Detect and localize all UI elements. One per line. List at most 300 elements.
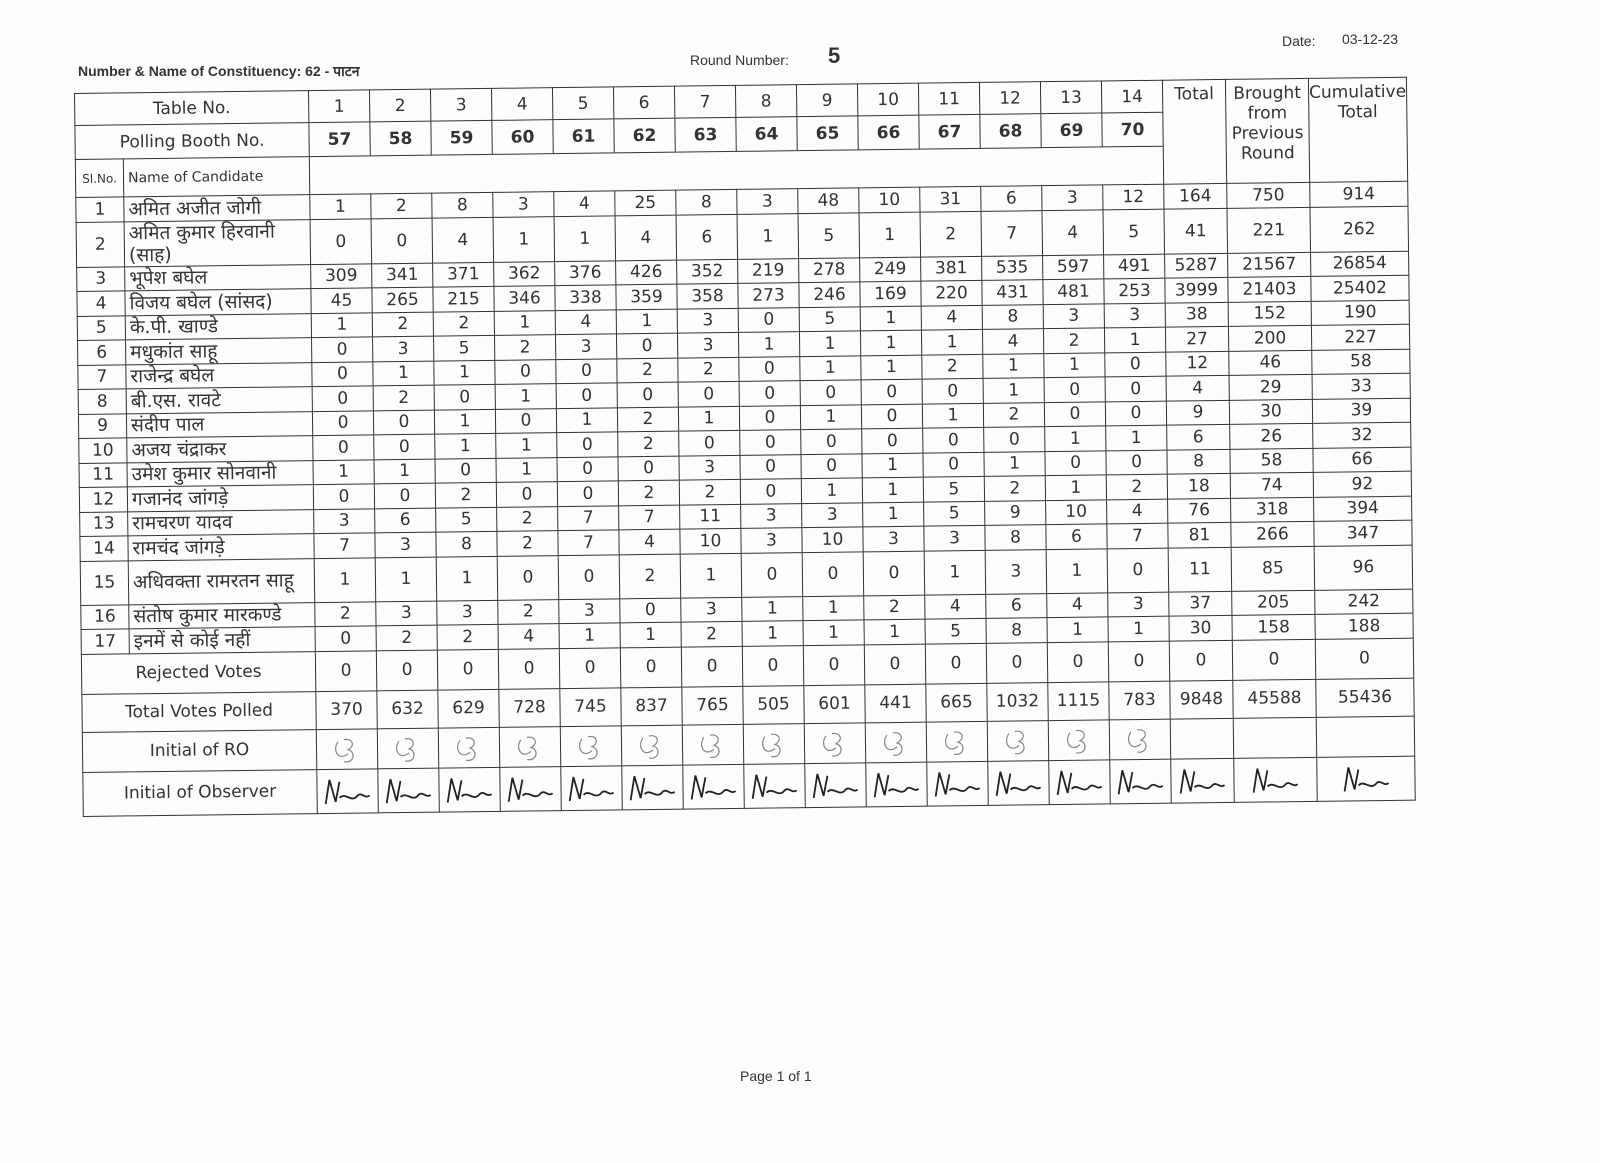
vote-cell: 0 [1044, 377, 1105, 402]
table-no-cell: 1 [308, 90, 369, 123]
ro-signature [499, 726, 560, 767]
candidate-total: 9 [1166, 400, 1229, 425]
candidate-total: 27 [1165, 326, 1228, 351]
vote-cell: 0 [861, 404, 922, 429]
observer-signature [1317, 756, 1416, 801]
vote-cell: 0 [739, 405, 800, 430]
candidate-slno: 2 [76, 221, 125, 267]
ro-signature [377, 728, 438, 769]
total-polled-cell: 441 [865, 684, 926, 723]
booth-no-cell: 57 [309, 122, 370, 157]
cumulative-header: Cumulative Total [1308, 77, 1407, 182]
booth-no-cell: 64 [736, 117, 797, 152]
vote-cell: 1 [310, 194, 371, 219]
vote-cell: 1 [984, 451, 1045, 476]
vote-cell: 341 [372, 263, 433, 288]
vote-cell: 0 [557, 481, 618, 506]
candidate-cumulative: 242 [1315, 589, 1413, 615]
vote-cell: 0 [435, 458, 496, 483]
observer-signature [622, 765, 684, 810]
vote-cell: 0 [312, 410, 373, 435]
total-polled-cell: 665 [926, 683, 987, 722]
vote-cell: 0 [863, 551, 925, 596]
vote-cell: 3 [741, 528, 802, 553]
vote-cell: 2 [983, 402, 1044, 427]
vote-cell: 278 [799, 257, 860, 282]
vote-cell: 8 [982, 304, 1043, 329]
vote-cell: 2 [679, 479, 740, 504]
booth-no-cell: 60 [492, 120, 553, 155]
vote-cell: 1 [554, 215, 616, 261]
vote-cell: 1 [434, 360, 495, 385]
vote-cell: 3 [1042, 185, 1103, 210]
vote-cell: 1 [800, 404, 861, 429]
candidate-slno: 13 [80, 511, 128, 536]
vote-cell: 4 [1047, 592, 1108, 617]
vote-cell: 1 [311, 312, 372, 337]
vote-cell: 0 [616, 333, 677, 358]
vote-cell: 1 [803, 595, 864, 620]
candidate-slno: 7 [78, 364, 126, 389]
booth-no-cell: 70 [1102, 112, 1163, 147]
initial-ro-label: Initial of RO [82, 729, 316, 772]
vote-cell: 45 [311, 288, 372, 313]
vote-cell: 0 [740, 430, 801, 455]
vote-cell: 0 [557, 432, 618, 457]
vote-cell: 10 [680, 528, 741, 553]
vote-cell: 6 [375, 508, 436, 533]
candidate-total: 18 [1167, 473, 1230, 498]
booth-no-cell: 63 [675, 117, 736, 152]
vote-cell: 3 [802, 502, 863, 527]
vote-cell: 2 [372, 312, 433, 337]
vote-cell: 1 [1106, 425, 1167, 450]
vote-cell: 1 [1044, 352, 1105, 377]
candidate-slno: 10 [79, 438, 127, 463]
vote-cell: 1 [864, 619, 925, 644]
vote-cell: 352 [677, 259, 738, 284]
table-no-cell: 11 [918, 82, 979, 115]
vote-cell: 3 [679, 455, 740, 480]
vote-cell: 273 [738, 283, 799, 308]
table-no-cell: 6 [613, 86, 674, 119]
vote-cell: 2 [681, 621, 742, 646]
results-table [74, 77, 1416, 817]
candidate-name: संदीप पाल [126, 411, 312, 438]
candidate-name: मधुकांत साहू [126, 338, 312, 365]
vote-cell: 8 [436, 531, 497, 556]
vote-cell: 0 [802, 551, 864, 596]
candidate-slno: 12 [79, 487, 127, 512]
candidate-brought: 750 [1227, 182, 1310, 208]
table-no-cell: 13 [1040, 81, 1101, 114]
candidate-slno: 4 [77, 291, 125, 316]
vote-cell: 1 [1047, 617, 1108, 642]
ro-signature [560, 725, 621, 766]
vote-cell: 4 [619, 529, 680, 554]
vote-cell: 6 [1046, 524, 1107, 549]
candidate-brought: 200 [1228, 325, 1311, 351]
vote-cell: 0 [315, 626, 376, 651]
vote-cell: 7 [981, 210, 1043, 256]
vote-cell: 5 [925, 618, 986, 643]
vote-cell: 309 [311, 263, 372, 288]
vote-cell: 3 [985, 549, 1047, 594]
candidate-cumulative: 262 [1310, 206, 1409, 252]
observer-signature [439, 767, 501, 812]
vote-cell: 0 [313, 484, 374, 509]
table-no-cell: 12 [979, 82, 1040, 115]
rejected-cell: 0 [681, 646, 742, 687]
vote-cell: 1 [620, 622, 681, 647]
page-footer: Page 1 of 1 [740, 1068, 812, 1084]
rejected-cell: 0 [925, 643, 986, 684]
vote-cell: 1 [314, 557, 376, 602]
candidate-total: 164 [1164, 183, 1227, 208]
table-no-cell: 2 [369, 89, 430, 122]
candidate-slno: 16 [81, 604, 129, 629]
candidate-total: 11 [1168, 547, 1232, 592]
vote-cell: 1 [434, 409, 495, 434]
vote-cell: 3 [375, 532, 436, 557]
vote-cell: 0 [617, 382, 678, 407]
observer-signature [744, 763, 806, 808]
vote-cell: 1 [862, 453, 923, 478]
total-polled-cell: 45588 [1233, 679, 1316, 718]
vote-cell: 0 [312, 361, 373, 386]
vote-cell: 0 [862, 428, 923, 453]
vote-cell: 346 [494, 286, 555, 311]
vote-cell: 6 [676, 214, 738, 260]
candidate-total: 4 [1166, 375, 1229, 400]
vote-cell: 2 [497, 506, 558, 531]
candidate-brought: 85 [1231, 546, 1315, 591]
vote-cell: 1 [800, 355, 861, 380]
booth-no-cell: 68 [980, 114, 1041, 149]
candidate-cumulative: 914 [1310, 181, 1408, 207]
vote-cell: 0 [374, 483, 435, 508]
candidate-slno: 5 [77, 315, 125, 340]
vote-cell: 3 [314, 508, 375, 533]
vote-cell: 0 [801, 453, 862, 478]
vote-cell: 3 [555, 334, 616, 359]
vote-cell: 265 [372, 287, 433, 312]
vote-cell: 0 [434, 384, 495, 409]
vote-cell: 2 [617, 407, 678, 432]
candidate-name: अमित अजीत जोगी [124, 195, 310, 222]
vote-cell: 3 [437, 600, 498, 625]
vote-cell: 362 [494, 261, 555, 286]
round-label: Round Number: [690, 52, 789, 68]
observer-signature [1234, 757, 1318, 802]
vote-cell: 7 [558, 505, 619, 530]
candidate-cumulative: 227 [1311, 324, 1409, 350]
vote-cell: 3 [677, 332, 738, 357]
vote-cell: 3 [373, 336, 434, 361]
vote-cell: 0 [923, 427, 984, 452]
vote-cell: 4 [432, 217, 494, 263]
vote-cell: 9 [985, 500, 1046, 525]
total-polled-cell: 745 [560, 687, 621, 726]
vote-cell: 1 [559, 623, 620, 648]
vote-cell: 0 [1105, 352, 1166, 377]
vote-cell: 1 [496, 457, 557, 482]
vote-cell: 1 [494, 310, 555, 335]
vote-cell: 1 [493, 216, 555, 262]
vote-cell: 3 [1104, 303, 1165, 328]
total-polled-cell: 1115 [1048, 681, 1109, 720]
date-label: Date: [1282, 33, 1316, 49]
ro-signature-blank [1233, 717, 1316, 758]
total-polled-cell: 728 [499, 688, 560, 727]
vote-cell: 381 [921, 256, 982, 281]
vote-cell: 4 [555, 309, 616, 334]
vote-cell: 0 [1105, 401, 1166, 426]
vote-cell: 1 [495, 384, 556, 409]
candidate-total: 37 [1169, 591, 1232, 616]
vote-cell: 0 [739, 356, 800, 381]
vote-cell: 0 [496, 482, 557, 507]
candidate-brought: 21567 [1228, 252, 1311, 278]
vote-cell: 431 [982, 280, 1043, 305]
vote-cell: 2 [371, 193, 432, 218]
table-no-cell: 5 [552, 87, 613, 120]
vote-cell: 31 [920, 186, 981, 211]
table-no-cell: 3 [430, 88, 491, 121]
initial-observer-label: Initial of Observer [83, 769, 318, 816]
vote-cell: 1 [922, 403, 983, 428]
total-polled-cell: 629 [438, 689, 499, 728]
candidate-slno: 15 [80, 560, 129, 605]
vote-cell: 1 [742, 621, 803, 646]
vote-cell: 2 [920, 211, 982, 257]
candidate-slno: 3 [77, 266, 125, 291]
rejected-cell: 0 [1315, 638, 1414, 679]
ro-signature [743, 723, 804, 764]
rejected-cell: 0 [1108, 641, 1169, 682]
rejected-cell: 0 [742, 645, 803, 686]
booth-no-label: Polling Booth No. [75, 123, 309, 160]
vote-cell: 0 [801, 429, 862, 454]
rejected-cell: 0 [437, 649, 498, 690]
total-polled-cell: 601 [804, 684, 865, 723]
ro-signature [804, 722, 865, 763]
vote-cell: 11 [680, 504, 741, 529]
booth-no-cell: 67 [919, 114, 980, 149]
vote-cell: 1 [861, 355, 922, 380]
candidate-total: 41 [1164, 208, 1228, 254]
candidate-total: 6 [1167, 424, 1230, 449]
observer-signature [683, 764, 745, 809]
observer-signature [1110, 759, 1172, 804]
candidate-cumulative: 190 [1311, 300, 1409, 326]
vote-cell: 535 [982, 255, 1043, 280]
vote-cell: 0 [495, 408, 556, 433]
candidate-total: 38 [1165, 302, 1228, 327]
observer-signature [500, 766, 562, 811]
vote-cell: 0 [922, 378, 983, 403]
total-polled-cell: 9848 [1170, 680, 1233, 719]
rejected-cell: 0 [620, 647, 681, 688]
total-header: Total [1162, 79, 1226, 184]
ro-signature [621, 725, 682, 766]
rejected-label: Rejected Votes [81, 651, 315, 694]
ro-signature [682, 724, 743, 765]
vote-cell: 1 [678, 406, 739, 431]
vote-cell: 6 [981, 186, 1042, 211]
candidate-name: विजय बघेल (सांसद) [125, 289, 311, 316]
vote-cell: 358 [677, 283, 738, 308]
vote-cell: 426 [616, 260, 677, 285]
vote-cell: 0 [984, 427, 1045, 452]
vote-cell: 0 [800, 380, 861, 405]
vote-cell: 0 [312, 386, 373, 411]
vote-cell: 0 [497, 555, 559, 600]
vote-cell: 2 [617, 358, 678, 383]
vote-cell: 1 [803, 620, 864, 645]
vote-cell: 2 [497, 531, 558, 556]
vote-cell: 3 [737, 189, 798, 214]
candidate-brought: 30 [1229, 399, 1312, 425]
vote-cell: 0 [1107, 548, 1169, 593]
vote-cell: 371 [433, 262, 494, 287]
vote-cell: 338 [555, 285, 616, 310]
vote-cell: 3 [863, 526, 924, 551]
candidate-cumulative: 92 [1313, 471, 1411, 497]
vote-cell: 491 [1104, 254, 1165, 279]
candidate-total: 81 [1168, 522, 1231, 547]
vote-cell: 5 [924, 501, 985, 526]
vote-cell: 0 [1106, 450, 1167, 475]
vote-cell: 3 [376, 601, 437, 626]
candidate-total: 30 [1169, 615, 1232, 640]
observer-signature [1171, 758, 1235, 803]
vote-cell: 2 [498, 599, 559, 624]
vote-cell: 0 [1045, 450, 1106, 475]
candidate-name: उमेश कुमार सोनवानी [127, 460, 313, 487]
vote-cell: 0 [310, 218, 372, 264]
rejected-cell: 0 [559, 647, 620, 688]
candidate-brought: 74 [1230, 472, 1313, 498]
candidate-brought: 26 [1230, 423, 1313, 449]
vote-cell: 10 [859, 187, 920, 212]
ro-signature [1109, 719, 1170, 760]
vote-cell: 0 [620, 598, 681, 623]
vote-cell: 4 [615, 215, 677, 261]
candidate-name: भूपेश बघेल [125, 264, 311, 291]
candidate-total: 5287 [1165, 253, 1228, 278]
vote-cell: 2 [618, 431, 679, 456]
vote-cell: 1 [799, 331, 860, 356]
candidate-cumulative: 26854 [1311, 251, 1409, 277]
candidate-cumulative: 25402 [1311, 275, 1409, 301]
candidate-cumulative: 188 [1315, 613, 1413, 639]
vote-cell: 0 [618, 456, 679, 481]
rejected-cell: 0 [1232, 639, 1315, 680]
candidate-cumulative: 39 [1312, 398, 1410, 424]
vote-cell: 0 [1105, 376, 1166, 401]
candidate-brought: 152 [1228, 301, 1311, 327]
slno-header: Sl.No. [75, 159, 123, 198]
vote-cell: 3 [1108, 592, 1169, 617]
observer-signature [1049, 759, 1111, 804]
candidate-brought: 318 [1231, 497, 1314, 523]
candidate-name: रामचंद जांगड़े [128, 534, 314, 561]
vote-cell: 481 [1043, 279, 1104, 304]
vote-cell: 0 [495, 359, 556, 384]
vote-cell: 246 [799, 282, 860, 307]
vote-cell: 1 [860, 330, 921, 355]
ro-signature [316, 728, 377, 769]
rejected-cell: 0 [864, 644, 925, 685]
candidate-brought: 158 [1232, 614, 1315, 640]
observer-signature [866, 762, 928, 807]
vote-cell: 0 [741, 552, 803, 597]
candidate-brought: 58 [1230, 448, 1313, 474]
rejected-cell: 0 [986, 642, 1047, 683]
total-polled-cell: 55436 [1316, 678, 1414, 717]
candidate-cumulative: 32 [1313, 422, 1411, 448]
vote-cell: 2 [619, 554, 681, 599]
total-polled-label: Total Votes Polled [82, 691, 316, 732]
vote-cell: 0 [371, 218, 433, 264]
vote-cell: 2 [1106, 474, 1167, 499]
candidate-slno: 11 [79, 462, 127, 487]
vote-cell: 376 [555, 260, 616, 285]
round-number: 5 [828, 43, 841, 68]
vote-cell: 1 [1045, 426, 1106, 451]
vote-cell: 4 [925, 594, 986, 619]
total-polled-cell: 505 [743, 685, 804, 724]
candidate-brought: 205 [1232, 590, 1315, 616]
vote-cell: 1 [860, 306, 921, 331]
vote-cell: 4 [982, 329, 1043, 354]
vote-cell: 0 [861, 379, 922, 404]
vote-cell: 3 [493, 192, 554, 217]
rejected-cell: 0 [1047, 641, 1108, 682]
vote-cell: 3 [677, 308, 738, 333]
candidate-name: रामचरण यादव [128, 509, 314, 536]
vote-cell: 7 [619, 505, 680, 530]
vote-cell: 4 [1042, 209, 1104, 255]
ro-signature [438, 727, 499, 768]
vote-cell: 1 [924, 550, 986, 595]
constituency-label: Number & Name of Constituency: 62 - पाटन [78, 63, 360, 79]
vote-cell: 48 [798, 188, 859, 213]
vote-cell: 8 [986, 618, 1047, 643]
vote-cell: 5 [433, 335, 494, 360]
candidate-name: संतोष कुमार मारकण्डे [129, 602, 315, 629]
candidate-cumulative: 66 [1313, 447, 1411, 473]
vote-cell: 2 [678, 357, 739, 382]
ro-signature [1048, 719, 1109, 760]
vote-cell: 1 [436, 556, 498, 601]
vote-cell: 5 [799, 306, 860, 331]
vote-cell: 0 [374, 434, 435, 459]
vote-cell: 1 [496, 433, 557, 458]
table-no-cell: 7 [674, 85, 735, 118]
total-polled-cell: 370 [316, 690, 377, 729]
vote-cell: 3 [924, 525, 985, 550]
vote-cell: 2 [864, 595, 925, 620]
vote-cell: 2 [373, 385, 434, 410]
vote-cell: 0 [556, 383, 617, 408]
booth-no-cell: 59 [431, 120, 492, 155]
candidate-name: के.पी. खाण्डे [125, 313, 311, 340]
vote-cell: 8 [676, 189, 737, 214]
candidate-slno: 1 [76, 197, 124, 222]
vote-cell: 3 [741, 503, 802, 528]
